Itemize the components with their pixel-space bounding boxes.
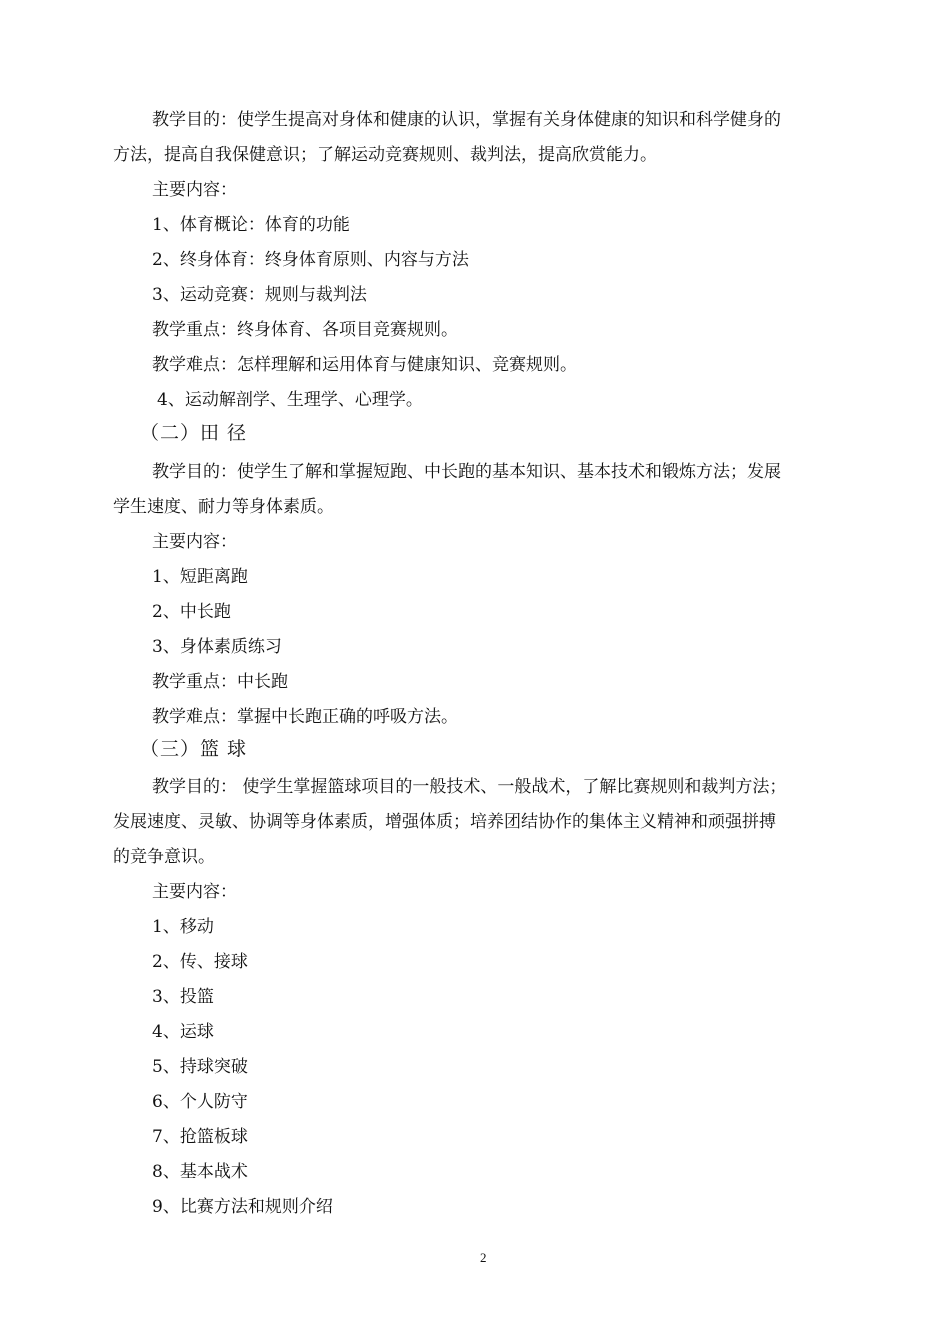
part1-difficulty: 教学难点：怎样理解和运用体育与健康知识、竞赛规则。 <box>152 355 577 375</box>
basketball-item: 4、运球 <box>152 1022 214 1042</box>
track-item: 2、中长跑 <box>152 602 231 622</box>
part1-item: 3、运动竞赛：规则与裁判法 <box>152 285 367 305</box>
basketball-objective-line3: 的竞争意识。 <box>113 847 215 867</box>
track-item: 1、短距离跑 <box>152 567 248 587</box>
section-heading-track: （二）田 径 <box>140 422 248 444</box>
part1-item: 1、体育概论：体育的功能 <box>152 215 350 235</box>
basketball-item: 2、传、接球 <box>152 952 248 972</box>
part1-item: 2、终身体育：终身体育原则、内容与方法 <box>152 250 469 270</box>
basketball-content-label: 主要内容： <box>152 882 237 902</box>
basketball-item: 9、比赛方法和规则介绍 <box>152 1197 333 1217</box>
basketball-item: 5、持球突破 <box>152 1057 248 1077</box>
part1-objective-line1: 教学目的：使学生提高对身体和健康的认识，掌握有关身体健康的知识和科学健身的 <box>152 110 781 130</box>
basketball-item: 6、个人防守 <box>152 1092 248 1112</box>
section-heading-basketball: （三）篮 球 <box>140 738 248 760</box>
part1-item4: 4、运动解剖学、生理学、心理学。 <box>157 390 423 410</box>
basketball-item: 1、移动 <box>152 917 214 937</box>
basketball-item: 3、投篮 <box>152 987 214 1007</box>
part1-key-point: 教学重点：终身体育、各项目竞赛规则。 <box>152 320 458 340</box>
part1-objective-line2: 方法，提高自我保健意识；了解运动竞赛规则、裁判法，提高欣赏能力。 <box>113 145 657 165</box>
track-content-label: 主要内容： <box>152 532 237 552</box>
track-item: 3、身体素质练习 <box>152 637 282 657</box>
basketball-objective-line2: 发展速度、灵敏、协调等身体素质，增强体质；培养团结协作的集体主义精神和顽强拼搏 <box>113 812 776 832</box>
part1-content-label: 主要内容： <box>152 180 237 200</box>
page-number: 2 <box>480 1250 487 1265</box>
track-difficulty: 教学难点：掌握中长跑正确的呼吸方法。 <box>152 707 458 727</box>
track-objective-line1: 教学目的：使学生了解和掌握短跑、中长跑的基本知识、基本技术和锻炼方法；发展 <box>152 462 781 482</box>
basketball-item: 7、抢篮板球 <box>152 1127 248 1147</box>
track-objective-line2: 学生速度、耐力等身体素质。 <box>113 497 334 517</box>
track-key-point: 教学重点：中长跑 <box>152 672 288 692</box>
basketball-objective-line1: 教学目的： 使学生掌握篮球项目的一般技术、一般战术，了解比赛规则和裁判方法； <box>152 777 787 797</box>
basketball-item: 8、基本战术 <box>152 1162 248 1182</box>
